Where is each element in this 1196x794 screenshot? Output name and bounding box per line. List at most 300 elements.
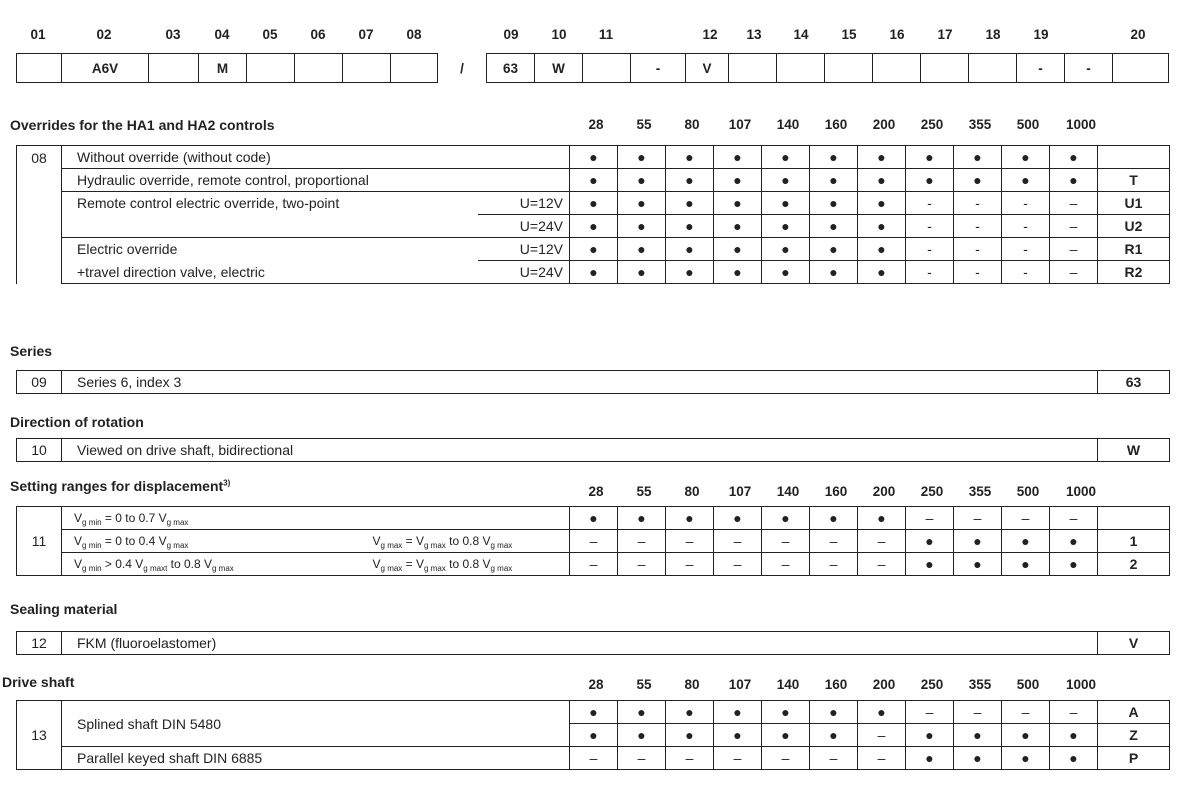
cell-mark: ● (810, 261, 858, 284)
cell-mark: ● (810, 169, 858, 192)
footnote-ref: 3) (223, 478, 231, 488)
cell-mark: ● (618, 146, 666, 169)
size-header: 80 (684, 117, 700, 132)
cell-mark: ● (762, 507, 810, 530)
cell-mark: ● (570, 146, 618, 169)
cell-mark: ● (570, 215, 618, 238)
table-row (17, 701, 1170, 724)
drive-table (16, 700, 1170, 770)
order-code: Z (1098, 724, 1170, 747)
table-row (17, 261, 1170, 284)
cell-mark: ● (570, 192, 618, 215)
code-box-04: M (198, 53, 246, 83)
range-formula (62, 530, 348, 553)
cell-mark: ● (570, 238, 618, 261)
cell-mark: – (666, 747, 714, 770)
cell-mark: - (906, 192, 954, 215)
setting-title-text: Setting ranges for displacement (10, 478, 224, 494)
row-label: Splined shaft DIN 5480 (62, 701, 570, 747)
size-header: 55 (636, 677, 652, 692)
formula-text: > 0.4 V (101, 557, 144, 571)
cell-mark: ● (1050, 553, 1098, 576)
setting-title (10, 478, 230, 494)
row-label: Electric override (62, 238, 478, 261)
pos-20: 20 (1130, 27, 1146, 42)
row-number: 09 (17, 371, 62, 394)
pos-03: 03 (165, 27, 181, 42)
order-code (1098, 146, 1170, 169)
range-formula-2 (348, 507, 570, 530)
size-header: 28 (588, 117, 604, 132)
cell-mark: - (1002, 192, 1050, 215)
size-header: 355 (968, 484, 992, 499)
cell-mark: – (1050, 192, 1098, 215)
cell-mark: ● (858, 701, 906, 724)
order-code: T (1098, 169, 1170, 192)
size-header: 140 (776, 117, 800, 132)
table-row (17, 439, 1170, 462)
pos-10: 10 (551, 27, 567, 42)
cell-mark: – (1050, 701, 1098, 724)
cell-mark: ● (954, 724, 1002, 747)
cell-mark: ● (666, 724, 714, 747)
cell-mark: - (906, 215, 954, 238)
row-number: 12 (17, 632, 62, 655)
size-header: 107 (728, 117, 752, 132)
row-number: 10 (17, 439, 62, 462)
cell-mark: ● (1050, 146, 1098, 169)
cell-mark: ● (714, 215, 762, 238)
size-header: 200 (872, 677, 896, 692)
cell-mark: ● (666, 215, 714, 238)
code-box-11 (582, 53, 630, 83)
cell-mark: ● (714, 701, 762, 724)
cell-mark: – (618, 553, 666, 576)
cell-mark: - (906, 261, 954, 284)
cell-mark: - (1002, 261, 1050, 284)
cell-mark: ● (810, 238, 858, 261)
cell-mark: ● (762, 261, 810, 284)
formula-text: = V (402, 534, 424, 548)
size-header: 1000 (1065, 484, 1097, 499)
size-header: 250 (920, 117, 944, 132)
cell-mark: ● (1002, 553, 1050, 576)
code-box-15 (824, 53, 872, 83)
code-box-03 (148, 53, 198, 83)
cell-mark: – (1050, 215, 1098, 238)
range-formula (62, 507, 348, 530)
row-unit: U=12V (478, 192, 570, 215)
cell-mark: ● (618, 215, 666, 238)
pos-11: 11 (598, 27, 614, 42)
size-header: 500 (1016, 484, 1040, 499)
order-code: V (1098, 632, 1170, 655)
subscript: g max (166, 541, 189, 550)
cell-mark: ● (906, 747, 954, 770)
formula-text: = 0 to 0.4 V (101, 534, 167, 548)
row-number: 08 (17, 146, 62, 284)
subscript: g maxt (143, 564, 168, 573)
cell-mark: – (618, 530, 666, 553)
pos-07: 07 (358, 27, 374, 42)
cell-mark: - (954, 238, 1002, 261)
cell-mark: ● (810, 701, 858, 724)
pos-01: 01 (30, 27, 46, 42)
cell-mark: ● (858, 261, 906, 284)
range-formula (62, 553, 348, 576)
cell-mark: – (666, 553, 714, 576)
row-label: Viewed on drive shaft, bidirectional (62, 439, 1098, 462)
row-label: Hydraulic override, remote control, proportional (62, 169, 478, 192)
cell-mark: ● (762, 192, 810, 215)
size-header: 107 (728, 484, 752, 499)
cell-mark: ● (810, 215, 858, 238)
cell-mark: ● (618, 261, 666, 284)
cell-mark: – (810, 530, 858, 553)
cell-mark: – (762, 747, 810, 770)
row-unit: U=24V (478, 261, 570, 284)
size-header: 355 (968, 677, 992, 692)
cell-mark: ● (762, 238, 810, 261)
size-header: 1000 (1065, 117, 1097, 132)
cell-mark: ● (1050, 724, 1098, 747)
subscript: g max (380, 564, 403, 573)
cell-mark: ● (714, 507, 762, 530)
order-code: 63 (1098, 371, 1170, 394)
cell-mark: ● (714, 238, 762, 261)
pos-04: 04 (214, 27, 230, 42)
order-code: U1 (1098, 192, 1170, 215)
row-label: Without override (without code) (62, 146, 478, 169)
cell-mark: ● (810, 724, 858, 747)
cell-mark: ● (1002, 146, 1050, 169)
table-row (17, 146, 1170, 169)
cell-mark: ● (570, 701, 618, 724)
cell-mark: - (954, 215, 1002, 238)
cell-mark: - (954, 261, 1002, 284)
cell-mark: ● (762, 215, 810, 238)
cell-mark: – (954, 701, 1002, 724)
code-box-10: W (534, 53, 582, 83)
subscript: g max (424, 541, 446, 550)
cell-mark: ● (858, 169, 906, 192)
subscript: g min (82, 541, 102, 550)
cell-mark: ● (666, 261, 714, 284)
cell-mark: ● (858, 146, 906, 169)
code-box-17 (920, 53, 968, 83)
cell-mark: - (954, 192, 1002, 215)
code-box-06 (294, 53, 342, 83)
cell-mark: ● (666, 146, 714, 169)
code-box-20 (1112, 53, 1169, 83)
cell-mark: – (858, 553, 906, 576)
code-separator-dash-2: - (1064, 53, 1112, 83)
cell-mark: ● (858, 215, 906, 238)
cell-mark: ● (714, 261, 762, 284)
cell-mark: ● (858, 192, 906, 215)
cell-mark: ● (666, 169, 714, 192)
setting-table (16, 506, 1170, 576)
series-title: Series (10, 343, 53, 359)
size-header: 80 (684, 484, 700, 499)
cell-mark: ● (1002, 724, 1050, 747)
cell-mark: – (1002, 507, 1050, 530)
range-formula-2 (348, 553, 570, 576)
subscript: g max (166, 518, 189, 527)
cell-mark: ● (810, 146, 858, 169)
code-box-18 (968, 53, 1016, 83)
code-box-07 (342, 53, 390, 83)
formula-text: to 0.8 V (167, 557, 212, 571)
cell-mark: ● (954, 553, 1002, 576)
size-header: 55 (636, 117, 652, 132)
code-separator-dash: - (630, 53, 685, 83)
cell-mark: – (858, 530, 906, 553)
subscript: g max (424, 564, 446, 573)
order-code: A (1098, 701, 1170, 724)
overrides-table (16, 145, 1170, 284)
rotation-table (16, 438, 1170, 462)
code-box-08 (390, 53, 438, 83)
cell-mark: – (1050, 261, 1098, 284)
cell-mark: ● (906, 530, 954, 553)
cell-mark: – (714, 553, 762, 576)
cell-mark: – (762, 530, 810, 553)
cell-mark: ● (570, 261, 618, 284)
order-code: 1 (1098, 530, 1170, 553)
code-box-05 (246, 53, 294, 83)
cell-mark: – (762, 553, 810, 576)
code-separator-slash: / (460, 60, 464, 76)
cell-mark: – (858, 724, 906, 747)
row-unit: U=12V (478, 238, 570, 261)
code-box-01 (16, 53, 61, 83)
cell-mark: ● (954, 747, 1002, 770)
cell-mark: ● (714, 724, 762, 747)
cell-mark: ● (714, 192, 762, 215)
order-code (1098, 507, 1170, 530)
cell-mark: – (570, 553, 618, 576)
pos-12: 12 (702, 27, 718, 42)
subscript: g max (380, 541, 403, 550)
size-header: 107 (728, 677, 752, 692)
cell-mark: ● (570, 169, 618, 192)
cell-mark: ● (618, 507, 666, 530)
cell-mark: ● (618, 192, 666, 215)
size-header: 140 (776, 677, 800, 692)
pos-08: 08 (406, 27, 422, 42)
size-header: 140 (776, 484, 800, 499)
table-row (17, 215, 1170, 238)
cell-mark: ● (618, 701, 666, 724)
cell-mark: ● (954, 169, 1002, 192)
cell-mark: ● (762, 724, 810, 747)
row-label: Remote control electric override, two-point (62, 192, 478, 215)
pos-19: 19 (1033, 27, 1049, 42)
cell-mark: – (906, 507, 954, 530)
cell-mark: ● (618, 169, 666, 192)
size-header: 200 (872, 484, 896, 499)
pos-14: 14 (793, 27, 809, 42)
code-box-14 (776, 53, 824, 83)
order-code: W (1098, 439, 1170, 462)
cell-mark: ● (618, 238, 666, 261)
series-table (16, 370, 1170, 394)
table-row (17, 192, 1170, 215)
row-label: FKM (fluoroelastomer) (62, 632, 1098, 655)
pos-02: 02 (96, 27, 112, 42)
cell-mark: ● (714, 169, 762, 192)
cell-mark: ● (1002, 530, 1050, 553)
order-code: P (1098, 747, 1170, 770)
cell-mark: ● (1050, 747, 1098, 770)
cell-mark: – (906, 701, 954, 724)
symbol: V (372, 557, 381, 571)
code-box-19: - (1016, 53, 1064, 83)
size-header: 1000 (1065, 677, 1097, 692)
cell-mark: – (954, 507, 1002, 530)
order-code: R1 (1098, 238, 1170, 261)
pos-15: 15 (841, 27, 857, 42)
cell-mark: – (858, 747, 906, 770)
cell-mark: ● (570, 507, 618, 530)
cell-mark: – (810, 747, 858, 770)
symbol: V (74, 511, 83, 525)
subscript: g min (82, 518, 102, 527)
pos-17: 17 (937, 27, 953, 42)
subscript: g min (82, 564, 102, 573)
cell-mark: ● (666, 238, 714, 261)
code-box-16 (872, 53, 920, 83)
rotation-title: Direction of rotation (10, 414, 144, 430)
row-number: 13 (17, 701, 62, 770)
cell-mark: ● (1050, 530, 1098, 553)
pos-16: 16 (889, 27, 905, 42)
table-row (17, 507, 1170, 530)
table-row (17, 530, 1170, 553)
symbol: V (74, 557, 83, 571)
pos-18: 18 (985, 27, 1001, 42)
size-header: 28 (588, 484, 604, 499)
row-label: Series 6, index 3 (62, 371, 1098, 394)
sealing-title: Sealing material (10, 601, 118, 617)
cell-mark: ● (858, 507, 906, 530)
range-formula-2 (348, 530, 570, 553)
cell-mark: ● (762, 701, 810, 724)
cell-mark: - (906, 238, 954, 261)
row-unit (478, 146, 570, 169)
subscript: g max (490, 541, 513, 550)
row-number: 11 (17, 507, 62, 576)
cell-mark: ● (762, 169, 810, 192)
size-header: 355 (968, 117, 992, 132)
row-label (62, 215, 478, 238)
table-row (17, 169, 1170, 192)
order-code: 2 (1098, 553, 1170, 576)
order-code: R2 (1098, 261, 1170, 284)
size-header: 250 (920, 484, 944, 499)
cell-mark: ● (954, 530, 1002, 553)
cell-mark: – (570, 747, 618, 770)
size-header: 160 (824, 117, 848, 132)
formula-text: to 0.8 V (445, 534, 491, 548)
cell-mark: – (1050, 507, 1098, 530)
cell-mark: – (666, 530, 714, 553)
table-row (17, 747, 1170, 770)
cell-mark: ● (1002, 747, 1050, 770)
pos-09: 09 (503, 27, 519, 42)
cell-mark: – (618, 747, 666, 770)
code-box-13 (728, 53, 776, 83)
table-row (17, 553, 1170, 576)
cell-mark: ● (906, 169, 954, 192)
subscript: g max (490, 564, 513, 573)
cell-mark: ● (810, 192, 858, 215)
cell-mark: ● (858, 238, 906, 261)
row-label: +travel direction valve, electric (62, 261, 478, 284)
cell-mark: – (1002, 701, 1050, 724)
size-header: 500 (1016, 117, 1040, 132)
code-box-09: 63 (486, 53, 534, 83)
order-code: U2 (1098, 215, 1170, 238)
cell-mark: - (1002, 238, 1050, 261)
cell-mark: ● (906, 553, 954, 576)
cell-mark: ● (906, 724, 954, 747)
symbol: V (74, 534, 83, 548)
pos-13: 13 (746, 27, 762, 42)
pos-05: 05 (262, 27, 278, 42)
cell-mark: – (714, 747, 762, 770)
cell-mark: – (570, 530, 618, 553)
cell-mark: ● (666, 192, 714, 215)
cell-mark: ● (570, 724, 618, 747)
cell-mark: ● (954, 146, 1002, 169)
row-unit (478, 169, 570, 192)
size-header: 160 (824, 677, 848, 692)
sealing-table (16, 631, 1170, 655)
cell-mark: ● (714, 146, 762, 169)
size-header: 250 (920, 677, 944, 692)
formula-text: = 0 to 0.7 V (101, 511, 167, 525)
cell-mark: - (1002, 215, 1050, 238)
cell-mark: – (714, 530, 762, 553)
size-header: 80 (684, 677, 700, 692)
row-label: Parallel keyed shaft DIN 6885 (62, 747, 570, 770)
cell-mark: ● (666, 701, 714, 724)
table-row (17, 238, 1170, 261)
cell-mark: ● (666, 507, 714, 530)
cell-mark: ● (810, 507, 858, 530)
subscript: g max (212, 564, 234, 573)
row-unit: U=24V (478, 215, 570, 238)
symbol: V (372, 534, 381, 548)
size-header: 160 (824, 484, 848, 499)
cell-mark: – (810, 553, 858, 576)
drive-title: Drive shaft (2, 674, 75, 690)
table-row (17, 371, 1170, 394)
size-header: 500 (1016, 677, 1040, 692)
table-row (17, 632, 1170, 655)
cell-mark: ● (618, 724, 666, 747)
cell-mark: ● (1050, 169, 1098, 192)
size-header: 28 (588, 677, 604, 692)
code-box-02: A6V (61, 53, 148, 83)
cell-mark: ● (906, 146, 954, 169)
size-header: 200 (872, 117, 896, 132)
formula-text: to 0.8 V (445, 557, 491, 571)
cell-mark: – (1050, 238, 1098, 261)
overrides-title: Overrides for the HA1 and HA2 controls (10, 117, 275, 133)
